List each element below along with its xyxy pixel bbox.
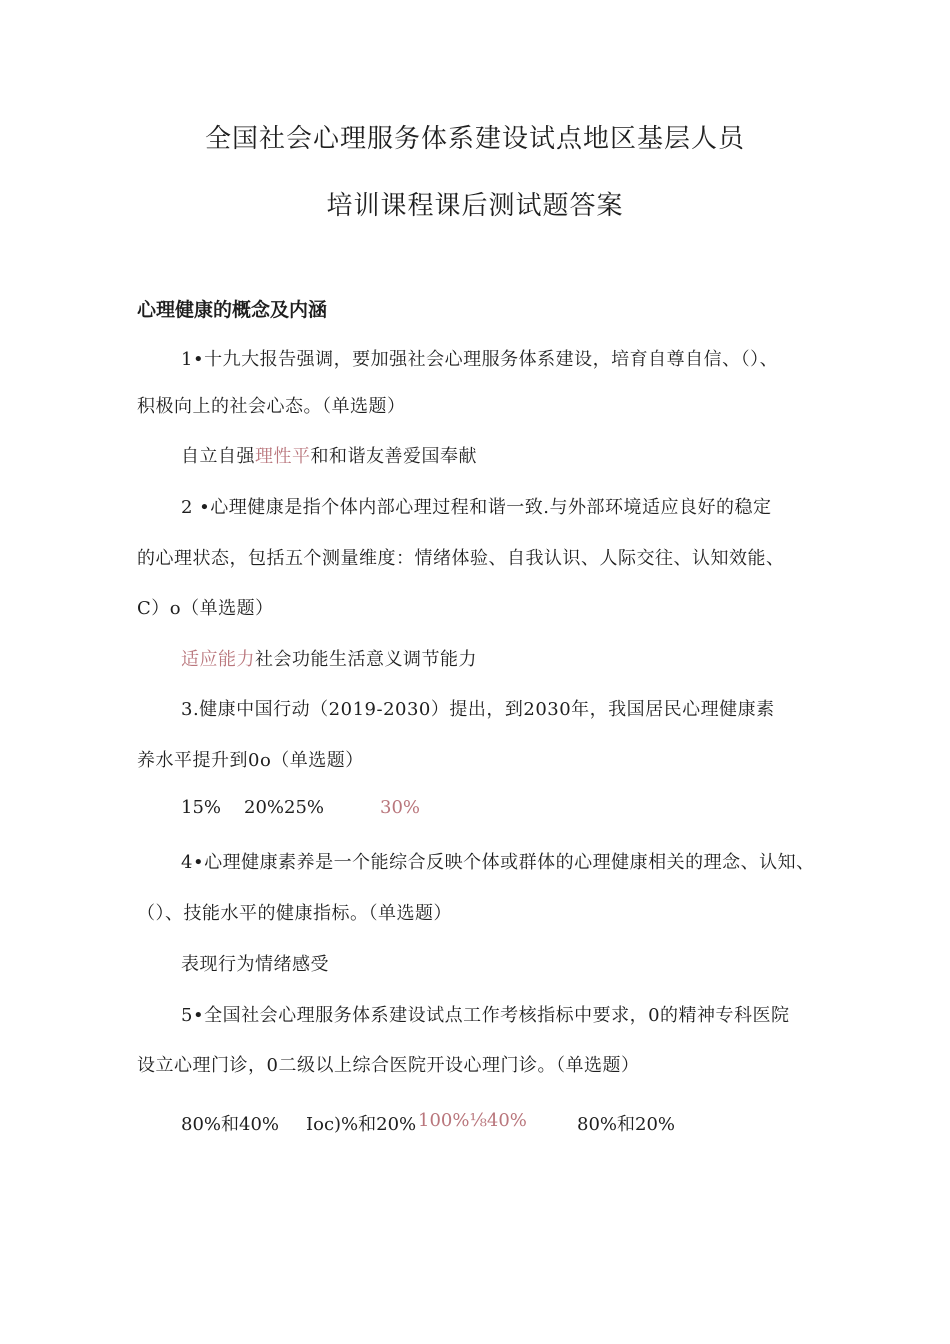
q2-stem-line-2: 的心理状态，包括五个测量维度：情绪体验、自我认识、人际交往、认知效能、 — [137, 548, 785, 569]
q5-option-a: 80%和40% — [181, 1114, 280, 1135]
q4-stem-line-1: 4•心理健康素养是一个能综合反映个体或群体的心理健康相关的理念、认知、 — [181, 852, 815, 873]
q3-stem-line-2: 养水平提升到0o（单选题） — [137, 750, 364, 771]
q2-options — [181, 645, 477, 671]
q4-options: 表现行为情绪感受 — [181, 954, 329, 975]
q3-option-b: 20%25% — [244, 797, 325, 818]
q2-option-a-answer: 适应能力 — [181, 649, 255, 670]
q5-option-d: 80%和20% — [577, 1114, 676, 1135]
q5-option-b: Ioc)%和20% — [306, 1114, 417, 1135]
q4-stem-line-2: （）、技能水平的健康指标。（单选题） — [137, 903, 452, 924]
q3-option-c-answer: 30% — [380, 797, 421, 818]
q3-option-a: 15% — [181, 797, 222, 818]
q1-option-c: 和和谐友善爱国奉献 — [310, 446, 477, 467]
q2-stem-line-1: 2 •心理健康是指个体内部心理过程和谐一致.与外部环境适应良好的稳定 — [181, 497, 772, 518]
section-heading: 心理健康的概念及内涵 — [137, 299, 328, 321]
q1-stem-line-2: 积极向上的社会心态。（单选题） — [137, 396, 406, 417]
q1-options — [181, 442, 477, 468]
q3-stem-line-1: 3.健康中国行动（2019-2030）提出，到2030年，我国居民心理健康素 — [181, 699, 775, 720]
q1-option-a: 自立自强 — [181, 446, 255, 467]
q5-stem-line-2: 设立心理门诊，0二级以上综合医院开设心理门诊。（单选题） — [137, 1055, 640, 1076]
q2-stem-line-3: C）o（单选题） — [137, 598, 274, 619]
doc-title-line-1: 全国社会心理服务体系建设试点地区基层人员 — [204, 124, 745, 154]
q5-stem-line-1: 5•全国社会心理服务体系建设试点工作考核指标中要求，0的精神专科医院 — [181, 1005, 790, 1026]
q2-option-b: 社会功能生活意义调节能力 — [255, 649, 477, 670]
q1-option-b-answer: 理性平 — [255, 446, 311, 467]
doc-title-line-2: 培训课程课后测试题答案 — [326, 191, 624, 221]
q5-option-c-answer: 100%⅛40% — [418, 1110, 527, 1131]
q1-stem-line-1: 1•十九大报告强调，要加强社会心理服务体系建设，培育自尊自信、（）、 — [181, 349, 779, 370]
